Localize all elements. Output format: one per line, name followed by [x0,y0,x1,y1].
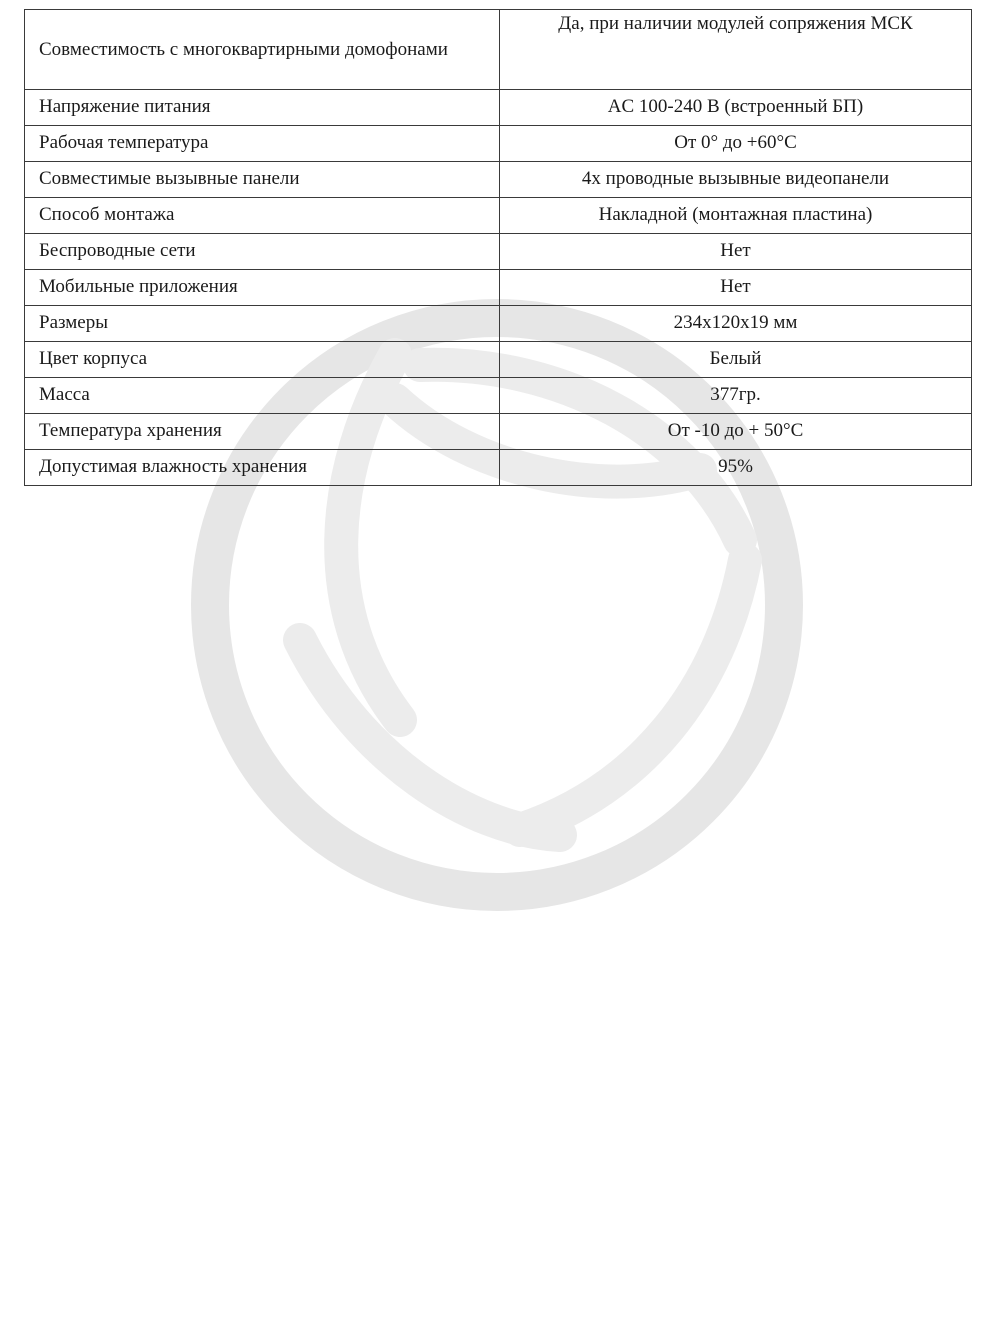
spec-table [24,9,972,486]
table-row [25,10,972,90]
spec-label: Размеры [25,306,500,342]
spec-value: Нет [500,234,972,270]
table-row [25,162,972,198]
table-row [25,270,972,306]
spec-label: Напряжение питания [25,90,500,126]
spec-value: Нет [500,270,972,306]
table-row [25,90,972,126]
spec-table-body [25,10,972,486]
spec-label: Масса [25,378,500,414]
spec-label: Цвет корпуса [25,342,500,378]
spec-label: Способ монтажа [25,198,500,234]
table-row [25,306,972,342]
table-row [25,450,972,486]
spec-value: Да, при наличии модулей сопряжения МСК [500,10,972,90]
spec-value: 4х проводные вызывные видеопанели [500,162,972,198]
spec-label: Рабочая температура [25,126,500,162]
table-row [25,414,972,450]
spec-value: AC 100-240 В (встроенный БП) [500,90,972,126]
spec-label: Беспроводные сети [25,234,500,270]
spec-value: Накладной (монтажная пластина) [500,198,972,234]
table-row [25,378,972,414]
table-row [25,198,972,234]
spec-value: Белый [500,342,972,378]
spec-label: Допустимая влажность хранения [25,450,500,486]
spec-label: Мобильные приложения [25,270,500,306]
table-row [25,126,972,162]
spec-label: Совместимость с многоквартирными домофонами [25,10,500,90]
table-row [25,234,972,270]
spec-label: Температура хранения [25,414,500,450]
spec-value: 377гр. [500,378,972,414]
spec-value: От -10 до + 50°C [500,414,972,450]
spec-value: 234х120х19 мм [500,306,972,342]
spec-label: Совместимые вызывные панели [25,162,500,198]
spec-value: 95% [500,450,972,486]
table-row [25,342,972,378]
spec-value: От 0° до +60°C [500,126,972,162]
